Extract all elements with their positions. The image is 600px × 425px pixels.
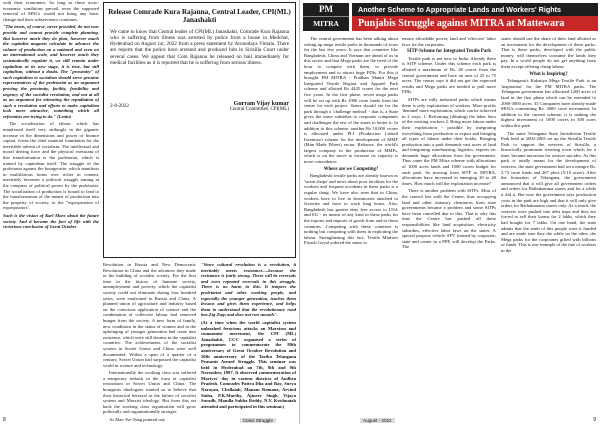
seminar-note: (At a time when the world capitalist system unleashed ferocious attacks on Marxism and communist movement, the CPI (ML) Janashakti, CCC organised a series of programmes to commemorate the 80th anniversary of Great October Revolution and 50th anniversary of the Tariba Telangana Peasants Armed Struggle. This seminar was held in Hyderabad on 7th, 8th and 9th November, 1997. It observed commemoration of Martyrs' day in various districts of Andhra Pradesh. Comrades Pattra Dha and Ray, Surya Narayan, Chellaiah, Manam Ramana, Arvind Sinha, P.K.Murthy, Ajmeer Singh, Vijaya Suradh, Mandla Subba Reddy, N.V. Krishnaiah attended and participated in this seminar.): [201, 319, 296, 409]
paragraph: Revolution in Russia and New Democratic Revolution in China and the advances they made in the building of socialist society. For the first time in the history of humane society, unemployment and poverty, which the capitalist society could not eliminate during four hundred years, were eradicated in Russia and China. A planned union of agriculture and industry based on the conscious application of science and the combination of collective labour had removed hunger from the society. A new form of family, new conditions in the status of women and in the upbringing of younger generation had come into existence, which were still dreams in the capitalist countries. The achievements of the socialist system in Soviet Union and China were well documented. Within a span of a quarter of a century, Soviet Union had surpassed the capitalist world in science and technology.: [103, 262, 196, 368]
left-footer: [0, 414, 300, 424]
footer-tag: Class Struggle: [240, 418, 276, 423]
release-title: Release Comrade Kura Rajanna, Central Leader, CPI(ML) Janashakti: [108, 8, 291, 25]
section-tag: [303, 3, 349, 31]
paragraph: Such is the vision of Karl Marx about the future society. And it became the fact of life with the victorious conclusion of Great October: [3, 212, 99, 230]
paragraph: states should use the share of their land allotted as an investment for the development of these parks. That is these parks, developed with the public money, will themselves consume the lands they pay. In a world people do not get anything from them except offering cheap labour.: [501, 36, 596, 69]
release-paragraph: We came to know that Central leader of CPI(ML) Janashakti, Comrade Kura Rajanna who is suffering from illness was arrested by police from a house in Medchal, Hyderabad on August 1st, 2022 from a press statement by Arunodaya Vimala. There are reports that the police have arrested and produced him in Sirisilla Court under several cases. We appeal that Com Rajanna be released on bail immediately for medical facilities as it is reported that he is suffering from serious illness.: [110, 28, 289, 66]
section-tag-top: PM: [319, 4, 333, 14]
subheading: Where are we Competing?: [323, 166, 379, 172]
lower-col-2: [201, 262, 296, 411]
paragraph: The socialisation of labour which has manifested itself very strikingly in the gigantic increase in the dimensions and power of finance capital, forms the chief material foundation for the inevitable advent of socialism. The intellectual and moral driving force and the physical executant of this transformation is the proletariat, which is trained by capitalism itself. The struggle of the proletariat against the bourgeoisie, which manifests in multifarious forms ever richer in content, inevitably becomes a political struggle aiming at the conquest of political power by the proletariat. The socialisation of production is bound to lead to the transformation of the means of production into the property of society, to the "expropriation of expropriators".: [3, 121, 99, 211]
paragraph: There is another problem with SITPs. Most of the control lies with the Center, thus occupying land and other statutory clearances from state governments became a problem and some SITPs have been cancelled due to this. That is why this time the Centre has pushed all these responsibilities like land acquisition, electricity subsidies, effective labor laws on the states. A special purpose vehicle SPV formed by corporate, state and center in a PPP, will develop the Parks. The: [402, 188, 496, 250]
paragraph: ensure affordable power, land and 'effective' labor laws for the corporates.: [402, 36, 496, 47]
article-kicker: Another Scheme to Appropriate Lands and Workers' Rights: [352, 3, 598, 16]
section-tag-bottom: MITRA: [303, 16, 349, 30]
paragraph: The central government has been talking about setting up mega textile parks in thousands of acres for the last few years. It says that countries like Bangladesh, China and Vietnam are ahead of us in this sector and that Mega parks are the need of the hour to compete with them, to provide employment and to attract huge FDIs. For this it brought PM MITRA - Pradhan Mantri Mega Integrated Textile Region and Apparel Park scheme and allotted Rs 4445 crores for the next five years. In the first phase, seven mega parks will be set up with Rs 1000 crore funds from the centre for each project. States should vie for the park through a 'challenge method' - that is, a State gives the more subsidies to corporate companies and challenges the rest of the states to better it. In addition to this scheme, another Rs 10,000 crores is allocated under PLI (Production Linked Incentive) scheme for the development of MMF (Man Made Fibres) sector. Reliance, the world's largest company in the production of MMFs, which is on the move to increase its capacity is more coincidence.: [304, 36, 398, 165]
article-headline: Punjabis Struggle against MITRA at Mattewara: [352, 16, 598, 31]
page-number: 9: [593, 417, 596, 423]
signatory-name: Gurram Vijay kumar: [233, 101, 289, 107]
lower-col-1: [103, 262, 196, 425]
article-column-3: [501, 36, 596, 406]
release-box: [103, 2, 296, 258]
paragraph: Internationally the working class was suffered a temporary setback in the form of capitalist restoration in Soviet Union and China. The bourgeois ideologues wanted us to believe that their historical betrayal as the failure of socialist system and Marxist ideology. But from this set back the working class organisation will grow politically and organisationally stronger.: [103, 370, 196, 415]
article-column-2: [402, 36, 496, 406]
paragraph: with their economies. So long as these socio-economic conditions prevail, even the supposed removal of MNCs would not bring any basic change and their subservience continues.: [3, 0, 99, 22]
headline-block: [352, 3, 598, 31]
release-date: 2-8-2022: [110, 103, 130, 109]
quote-paragraph: "Since cultural revolution is a revolution, it inevitably meets resistance.....because the resistance is fairly strong. There will be reversals and even repeated reversals in this struggle. There is no harm in this. It tempers the proletariat and other working people, and especially the younger generation, teaches them lessons and gives them experience, and helps them to understand that the revolutionary road has Zig-Zags and does not run smooth".: [201, 262, 296, 318]
paragraph: SITPs are fully industrial parks which means there is only exploitation of workers. More profits 'demand' more exploitation, which can be achieved in 2 ways. 1. Reforming (diluting) the labor laws of the existing workers 2. Bring more labour under their exploitation - possible by integrating everything from production to export and bringing all types of labour under their books. Bringing production into a park demands vast acres of land and integrating warehousing, logistics, exports etc demands huge allocations from the government. Thus came the PM Mitra scheme with allocations of 1000 acres lands and 1000 crores budget for each park. So moving from SITP to MITRA, allocations have increased in emerging 20 to 40 times. How much will the exploitation increase?: [402, 96, 496, 186]
page-number: 8: [3, 417, 6, 423]
quote-paragraph: "The trusts, of course, never provided, do not now provide and cannot provide complete planning. But however much they do plan, however much the capitalist magnets calculate in advance the volume of production on a national and even on an international scale, and however much they systematically regulate it, we still remain under capitalism at its new stage, it is true, but still capitalism, without a doubt. The "proximity" of such capitalism to socialism should serve genuine representatives of the proletariat as an argument proving the proximity, facility, feasibility and urgency of the socialist revolution, and not at all as an argument for tolerating the repudiation of such a revolution and efforts to make capitalism look more attractive, something which all reformists are trying to do." (Lenin): [3, 24, 99, 119]
paragraph: The same Telangana State Jurisdiction Textile Park held in 2002-2003 set up the Sirisilla Textile Park to support the weavers of Sirisilla, a historically prominent weaving town which for a time, became notorious for weaver suicides. As this park is totally meant for the development of weavers, the state government had set a meagre Rs. 2.73 crore funds and 267 plots (5-10 acres). After the formation of Telangana, the government announced that it will give all government orders and orders for Bathukamma sarees and for a while it did it. But now the government says production costs in the park are high and that it will only give orders for Bathukamma sarees only. As a result, the weavers were pushed into debt traps and they are forced to sell their looms for 2 lakhs, which they had bought for 7 lakhs. On one hand, the state admits that the tenth of this people were it funded and are made sure they die while on the other, the Mega parks for the corporates gifted with billions of funds. This is one example of the fate of workers in the: [501, 130, 596, 253]
paragraph: As Mao Tse-Tung pointed out;: [109, 417, 166, 423]
left-column-text: [3, 0, 99, 412]
right-page: [300, 0, 600, 424]
footer-tag: August - 2022: [360, 418, 395, 423]
right-footer: [300, 414, 600, 424]
release-signature: [230, 101, 289, 112]
paragraph: Textile park is not new to India. Already there is SITP scheme. Under this scheme each park is allotted a maximum of Rs. 40 crores from the central government and have an area of 25 to 75 acres. The center says it did not get the expected results and Mega parks are needed to pull more FDIs.: [402, 55, 496, 95]
subheading: What is Inspiring?: [529, 71, 568, 77]
signatory-role: Central Committee, CPI(ML): [229, 107, 289, 112]
article-masthead: [300, 3, 600, 31]
article-column-1: [304, 36, 398, 406]
left-page: [0, 0, 300, 424]
paragraph: Bangladeshi textile parks are already known as 'sweat shops' and news about poor facilities for the workers and frequent accidents in these parks is a regular thing. We have also seen that in China, workers have to live in dormitories attached to factories and have to work long hours. Also, Bangladesh has greater duty free access to USA and EU - its means of any kind in these parks for the exports and imports of goods from and to those countries. Competing with these countries is nothing but competing with them in exploiting the labour. Strengthening this fact, Textile Minister Piyush Goyal ordered the states to: [304, 173, 398, 246]
paragraph: Telangana's Kakatiya Mega Textile Park is an 'inspiration' for the PM MITRA parks. The Telangana government has allocated 1200 acres of land in the first phase which can be extended to 2000-3000 acres. 33 Companies have already made MOUs committing Rs. 3000 crore investment. In addition to the current scheme, it is making the highest investment of 1000 crores in 300 acres within this park.: [501, 78, 596, 128]
subheading: SITP-Scheme for Integrated Textile Park: [406, 49, 492, 55]
